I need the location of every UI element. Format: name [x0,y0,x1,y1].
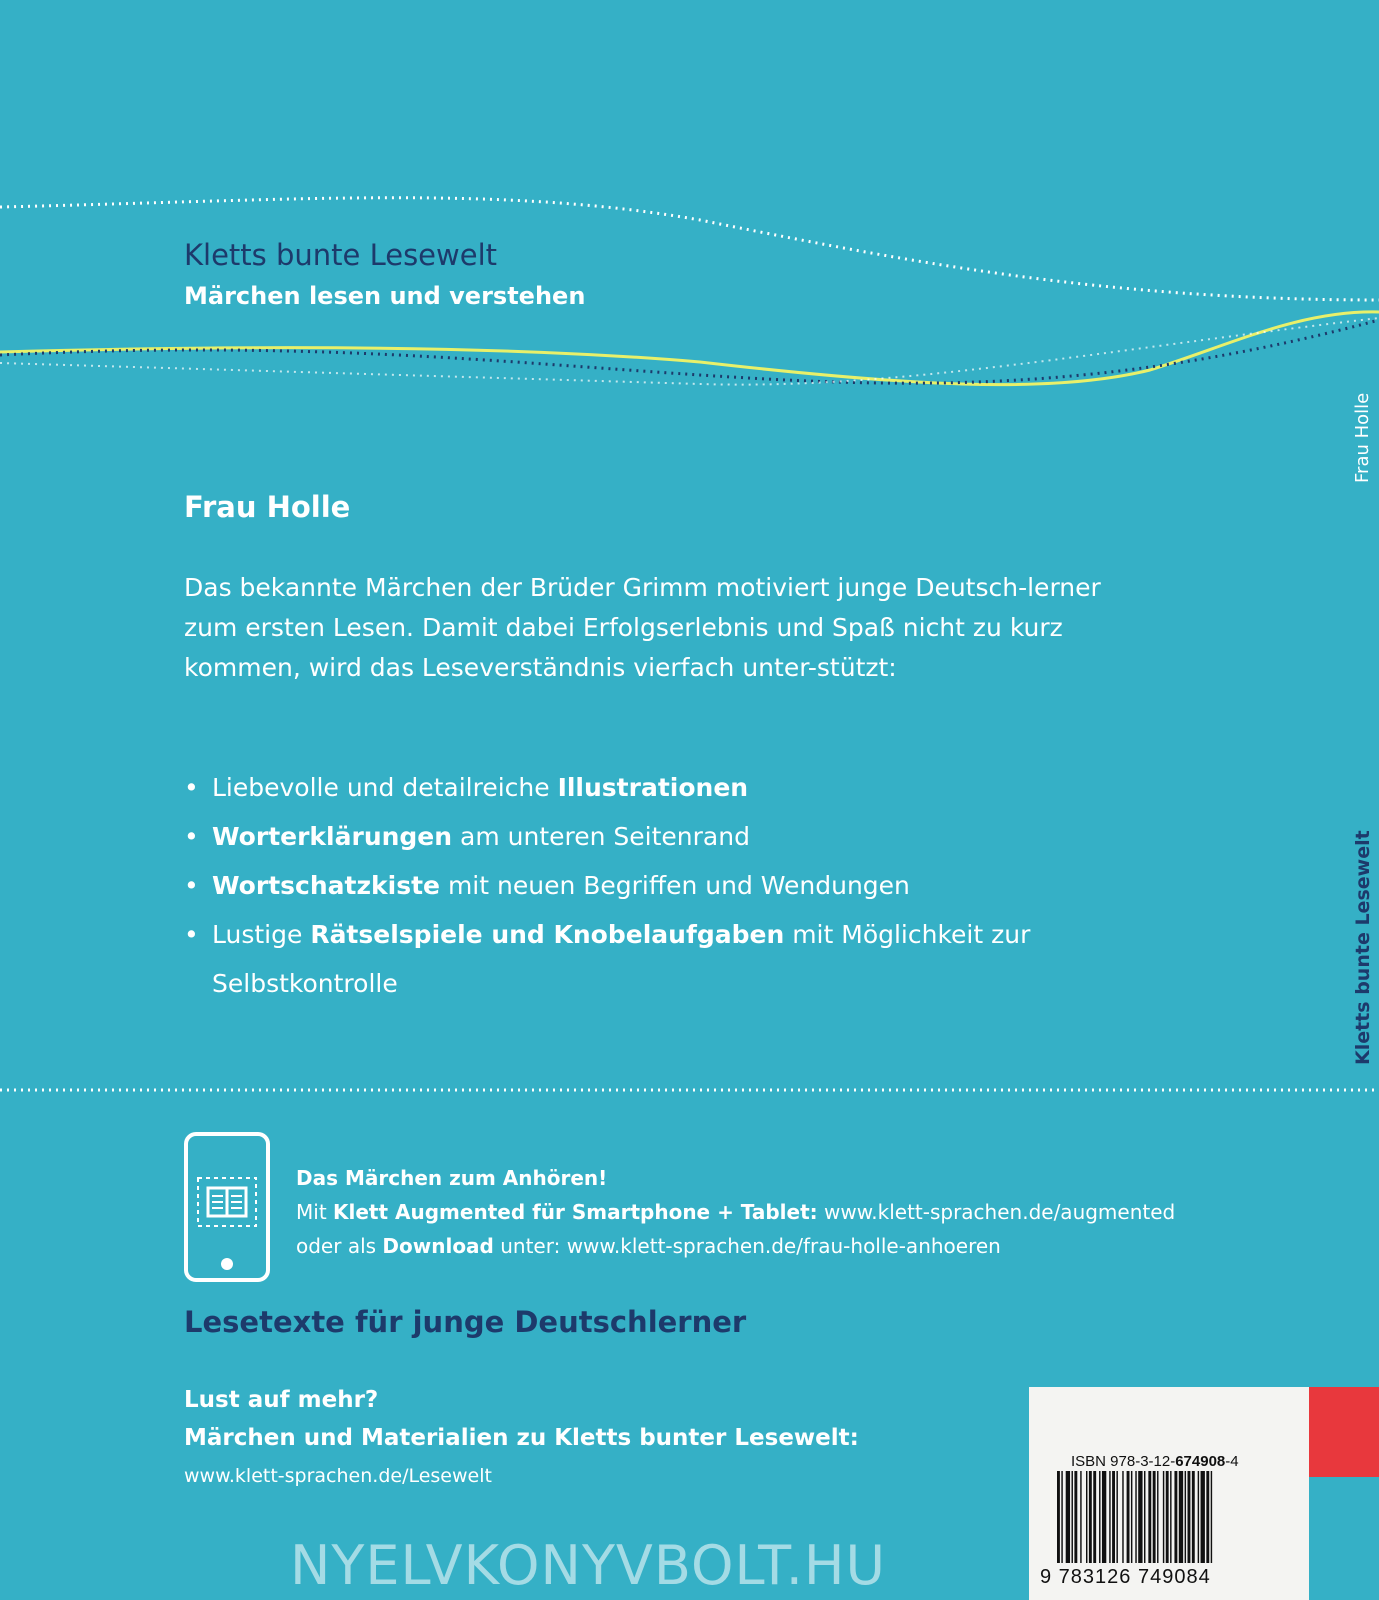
bullet: • [184,822,199,851]
wave-dotted-navy-1 [0,320,1379,383]
feature-text: Liebevolle und detailreiche [212,773,558,802]
barcode [1057,1471,1289,1563]
feature-item [184,910,1044,1008]
audio-text: oder als [296,1234,383,1258]
feature-list [184,763,1044,1008]
barcode-bar [1135,1471,1136,1563]
isbn-suffix: -4 [1225,1453,1239,1470]
tagline: Lesetexte für junge Deutschlerner [184,1305,747,1339]
series-subtitle: Märchen lesen und verstehen [184,282,586,310]
barcode-bar [1211,1471,1212,1563]
audio-bold: Download [382,1234,494,1258]
barcode-bar [1109,1471,1110,1563]
barcode-bar [1185,1471,1186,1563]
feature-item [184,861,1044,910]
feature-text: am unteren Seitenrand [452,822,750,851]
barcode-bar [1148,1471,1151,1563]
barcode-bar [1174,1471,1177,1563]
barcode-bar [1066,1471,1070,1563]
feature-text: mit neuen Begriffen und Wendungen [440,871,910,900]
audio-line-1 [296,1200,1175,1224]
feature-item [184,763,1044,812]
book-title: Frau Holle [184,490,351,524]
barcode-bar [1188,1471,1191,1563]
barcode-bar [1099,1471,1100,1563]
barcode-bar [1198,1471,1199,1563]
bullet: • [184,773,199,802]
wave-lines [0,0,1379,420]
barcode-bar [1093,1471,1096,1563]
barcode-bar [1131,1471,1132,1563]
wave-dotted-white-2 [0,318,1379,385]
bullet: • [184,920,199,949]
barcode-bar [1179,1471,1183,1563]
red-strip [1309,1387,1379,1477]
audio-title: Das Märchen zum Anhören! [296,1166,608,1190]
isbn-prefix: ISBN 978-3-12- [1071,1453,1176,1470]
barcode-bar [1153,1471,1156,1563]
barcode-bar [1074,1471,1077,1563]
barcode-bar [1127,1471,1130,1563]
lesewelt-url: www.klett-sprachen.de/Lesewelt [184,1465,492,1487]
feature-bold: Illustrationen [557,773,749,802]
feature-bold: Rätselspiele und Knobelaufgaben [310,920,785,949]
audio-text: Mit [296,1200,334,1224]
barcode-bar [1102,1471,1106,1563]
barcode-bar [1089,1471,1092,1563]
feature-text: Lustige [212,920,311,949]
barcode-bar [1144,1471,1145,1563]
barcode-bar [1166,1471,1169,1563]
barcode-bar [1080,1471,1081,1563]
barcode-digits: 9 783126 749084 [1040,1566,1211,1588]
more-heading: Lust auf mehr? [184,1387,379,1413]
download-url: unter: www.klett-sprachen.de/frau-holle-anhoeren [493,1234,1001,1258]
barcode-bar [1112,1471,1115,1563]
barcode-bar [1086,1471,1087,1563]
bullet: • [184,871,199,900]
barcode-bar [1206,1471,1209,1563]
watermark: NYELVKONYVBOLT.HU [290,1534,886,1597]
barcode-bar [1192,1471,1195,1563]
barcode-bar [1201,1471,1205,1563]
isbn-bold: 674908 [1175,1453,1226,1470]
barcode-bar [1122,1471,1123,1563]
feature-item [184,812,1044,861]
intro-text: Das bekannte Märchen der Brüder Grimm motiviert junge Deutsch-lerner zum ersten Lesen. Damit dabei Erfolgserlebnis und Spaß nicht zu kurz kommen, wird das Leseverständnis vierfach unter-stützt: [184,573,1101,682]
barcode-bar [1061,1471,1062,1563]
more-subheading: Märchen und Materialien zu Kletts bunter Lesewelt: [184,1425,859,1451]
series-name: Kletts bunte Lesewelt [184,238,498,272]
audio-bold: Klett Augmented für Smartphone + Tablet: [333,1200,818,1224]
wave-yellow [0,312,1379,385]
spine-series: Kletts bunte Lesewelt [1352,830,1374,1065]
barcode-bar [1138,1471,1142,1563]
barcode-bar [1072,1471,1073,1563]
feature-text: mit Möglichkeit zur Selbstkontrolle [212,920,1031,998]
isbn-text [1071,1453,1239,1470]
barcode-bar [1170,1471,1171,1563]
barcode-bar [1057,1471,1060,1563]
augmented-url: www.klett-sprachen.de/augmented [817,1200,1176,1224]
barcode-bar [1163,1471,1164,1563]
feature-bold: Wortschatzkiste [212,871,440,900]
section-divider [0,1085,1379,1095]
spine-title: Frau Holle [1352,392,1373,483]
barcode-bar [1157,1471,1158,1563]
smartphone-book-icon [184,1132,270,1282]
feature-bold: Worterklärungen [212,822,453,851]
audio-line-2 [296,1234,1001,1258]
barcode-bar [1116,1471,1117,1563]
